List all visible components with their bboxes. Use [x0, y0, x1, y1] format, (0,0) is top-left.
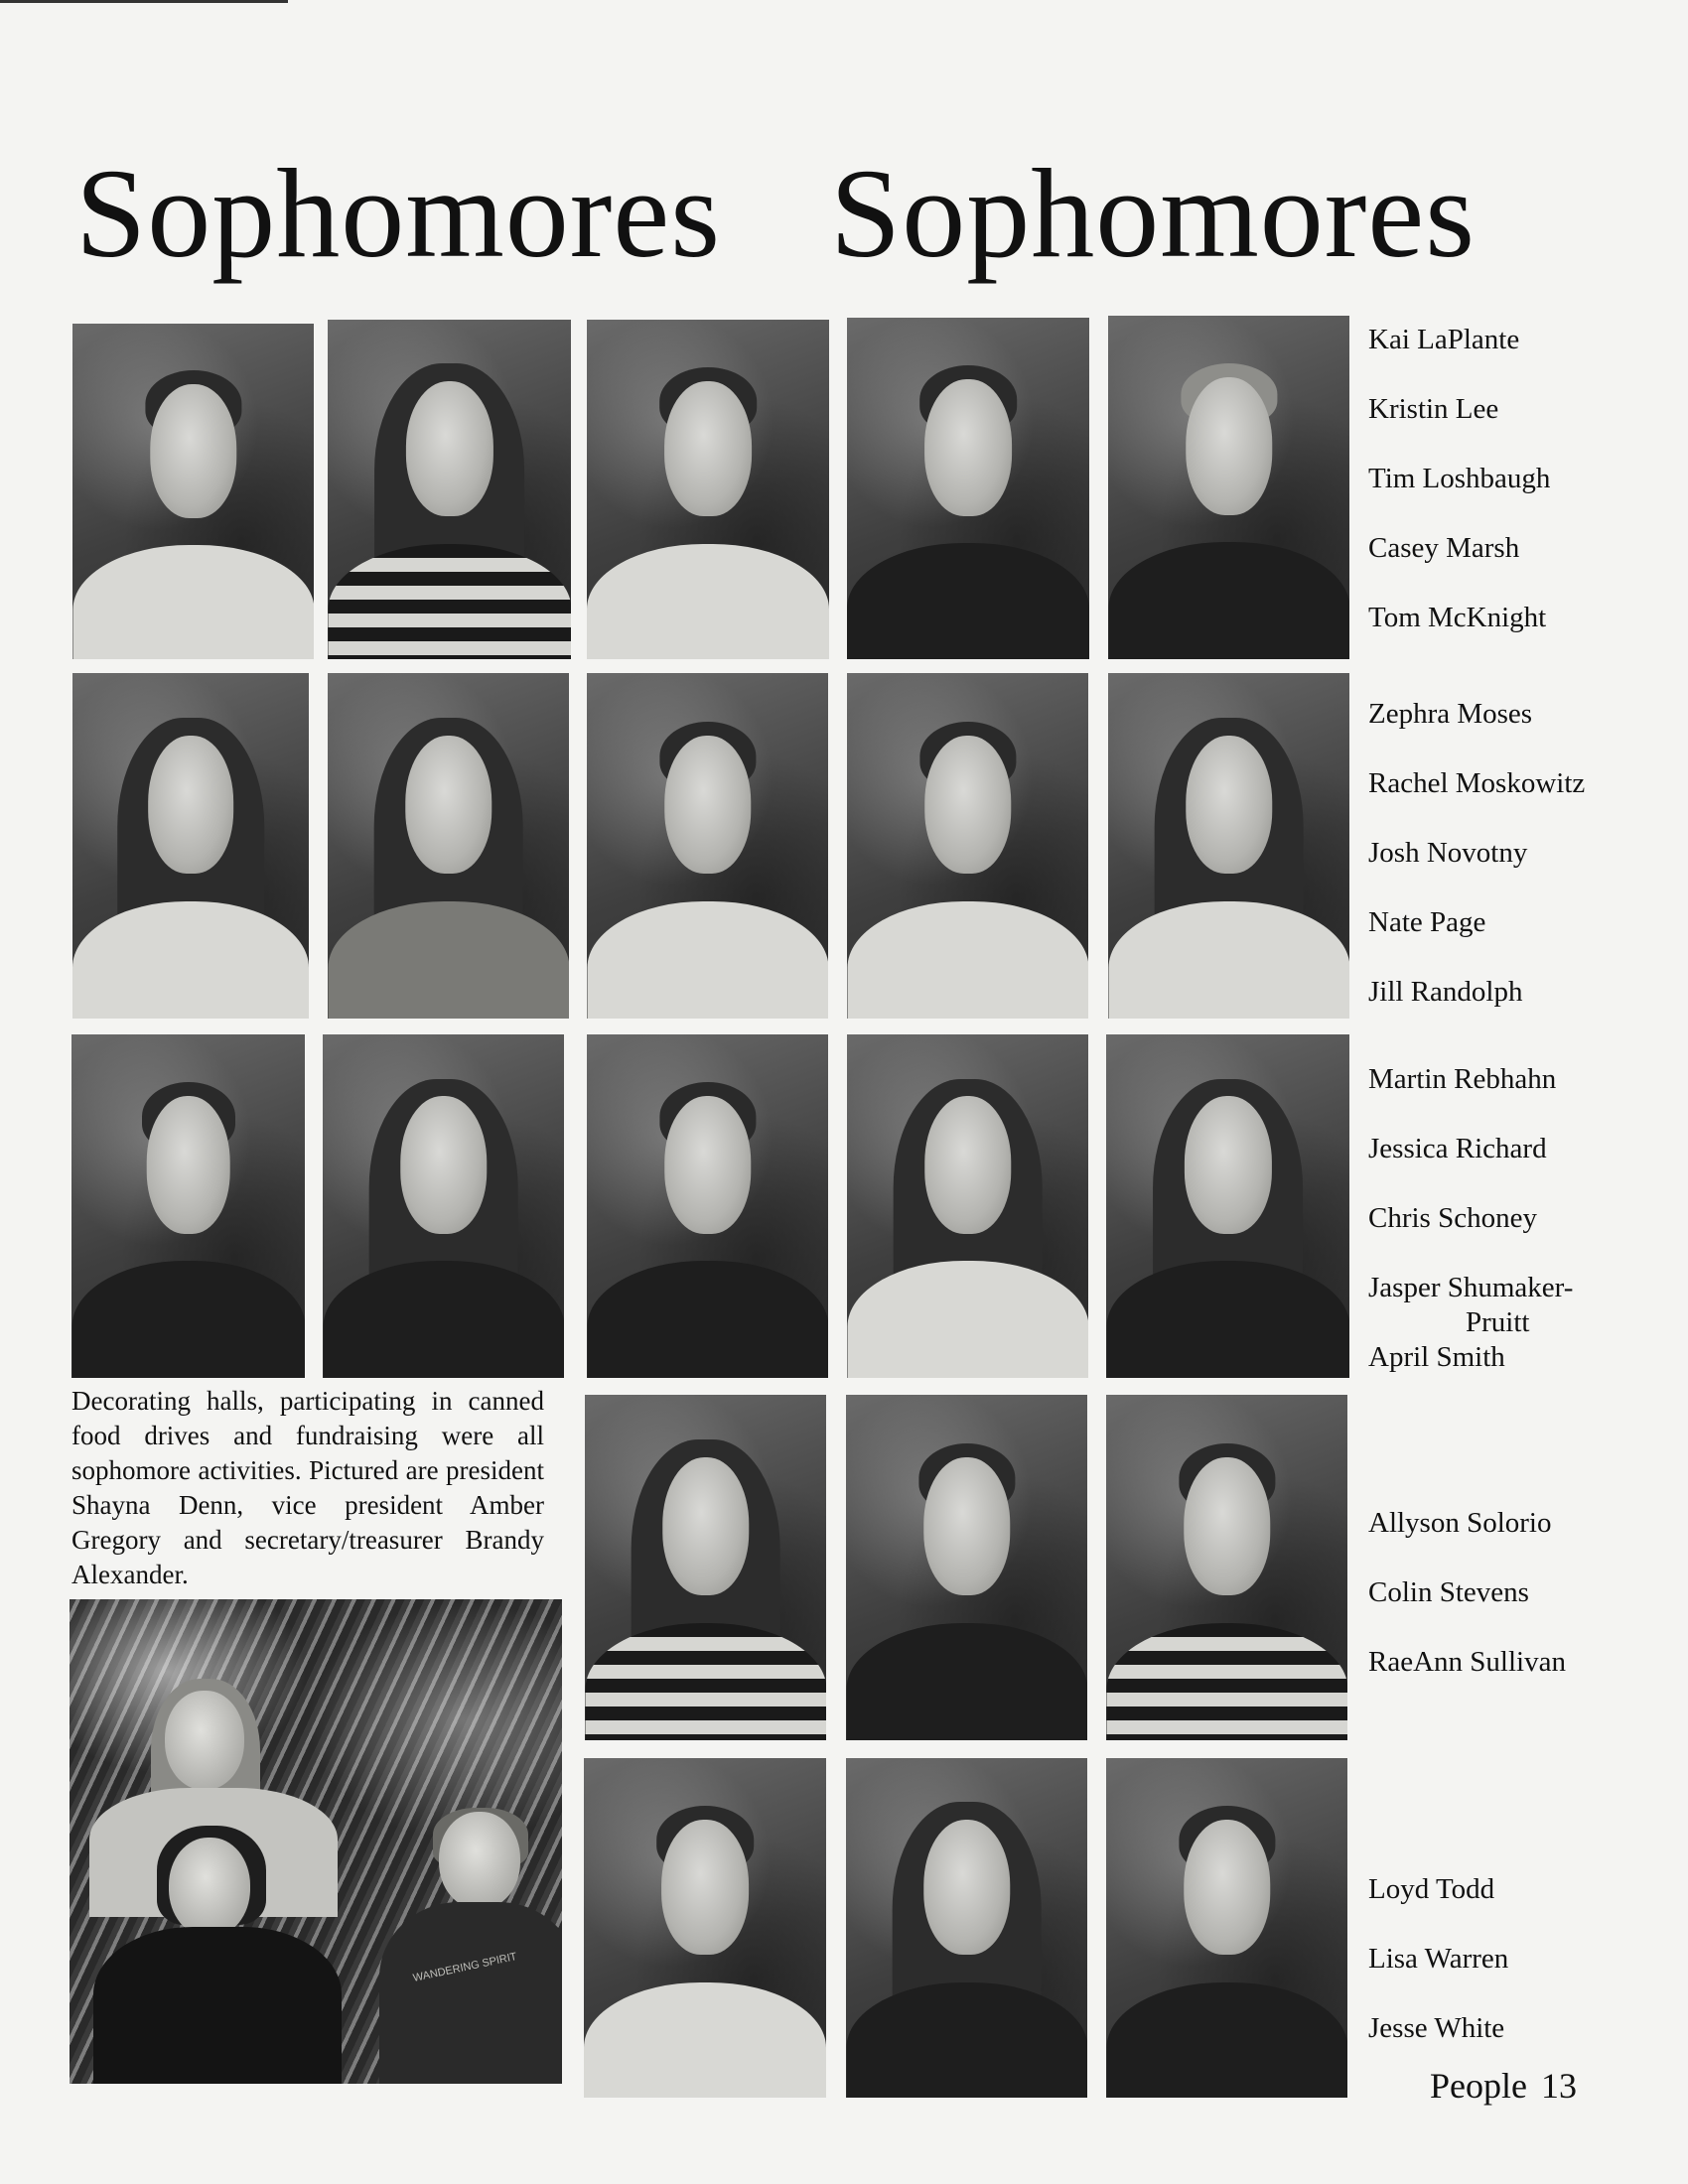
- name-label: Jill Randolph: [1368, 976, 1523, 1008]
- portrait-zephra-moses: [72, 673, 309, 1019]
- portrait-april-smith: [1106, 1034, 1349, 1378]
- portrait-tom-mcknight: [1108, 316, 1349, 659]
- name-label: Nate Page: [1368, 906, 1486, 938]
- name-label: Jasper Shumaker-: [1368, 1272, 1574, 1303]
- name-label: Tom McKnight: [1368, 602, 1547, 633]
- name-label: Tim Loshbaugh: [1368, 463, 1551, 494]
- portrait-nate-page: [847, 673, 1088, 1019]
- name-label: Chris Schoney: [1368, 1202, 1537, 1234]
- name-label: Martin Rebhahn: [1368, 1063, 1557, 1095]
- portrait-martin-rebhahn: [71, 1034, 305, 1378]
- page-edge-rule: [0, 0, 288, 3]
- name-label: Jesse White: [1368, 2012, 1505, 2044]
- caption-text: Decorating halls, participating in canned food drives and fundraising were all sophomore activities. Pictured are president Shayna Denn, vice president Amber Gregory and secretary/treasurer Brandy Alexander.: [71, 1386, 544, 1589]
- name-label-continuation: Pruitt: [1466, 1306, 1530, 1338]
- name-label: Casey Marsh: [1368, 532, 1520, 564]
- name-label: Loyd Todd: [1368, 1873, 1495, 1905]
- name-label: Allyson Solorio: [1368, 1507, 1552, 1539]
- name-label: April Smith: [1368, 1341, 1505, 1373]
- title-right: Sophomores: [830, 143, 1476, 284]
- shirt-print: WANDERING SPIRIT: [411, 1951, 518, 1984]
- portrait-kai-laplante: [72, 324, 314, 659]
- portrait-colin-stevens: [846, 1395, 1087, 1740]
- portrait-jesse-white: [1106, 1758, 1347, 2098]
- page-number: 13: [1540, 2066, 1577, 2106]
- section-label: People: [1430, 2066, 1527, 2106]
- portrait-tim-loshbaugh: [587, 320, 829, 659]
- portrait-rachel-moskowitz: [328, 673, 569, 1019]
- name-label: Josh Novotny: [1368, 837, 1528, 869]
- portrait-casey-marsh: [847, 318, 1089, 659]
- portrait-raeann-sullivan: [1106, 1395, 1347, 1740]
- portrait-loyd-todd: [584, 1758, 826, 2098]
- name-label: Zephra Moses: [1368, 698, 1533, 730]
- portrait-allyson-solorio: [585, 1395, 826, 1740]
- portrait-jill-randolph: [1108, 673, 1349, 1019]
- name-label: RaeAnn Sullivan: [1368, 1646, 1566, 1678]
- name-label: Kai LaPlante: [1368, 324, 1520, 355]
- page-title: [0, 139, 1688, 288]
- portrait-jessica-richard: [323, 1034, 564, 1378]
- name-label: Lisa Warren: [1368, 1943, 1509, 1975]
- title-left: Sophomores: [75, 143, 721, 284]
- portrait-josh-novotny: [587, 673, 828, 1019]
- name-label: Colin Stevens: [1368, 1576, 1529, 1608]
- portrait-kristin-lee: [328, 320, 571, 659]
- page-footer: [1430, 2065, 1591, 2107]
- officers-group-photo: [70, 1599, 562, 2084]
- portrait-lisa-warren: [846, 1758, 1087, 2098]
- portrait-chris-schoney: [587, 1034, 828, 1378]
- name-label: Jessica Richard: [1368, 1133, 1547, 1164]
- name-label: Rachel Moskowitz: [1368, 767, 1586, 799]
- name-label: Kristin Lee: [1368, 393, 1499, 425]
- portrait-jasper-shumaker-pruitt: [847, 1034, 1088, 1378]
